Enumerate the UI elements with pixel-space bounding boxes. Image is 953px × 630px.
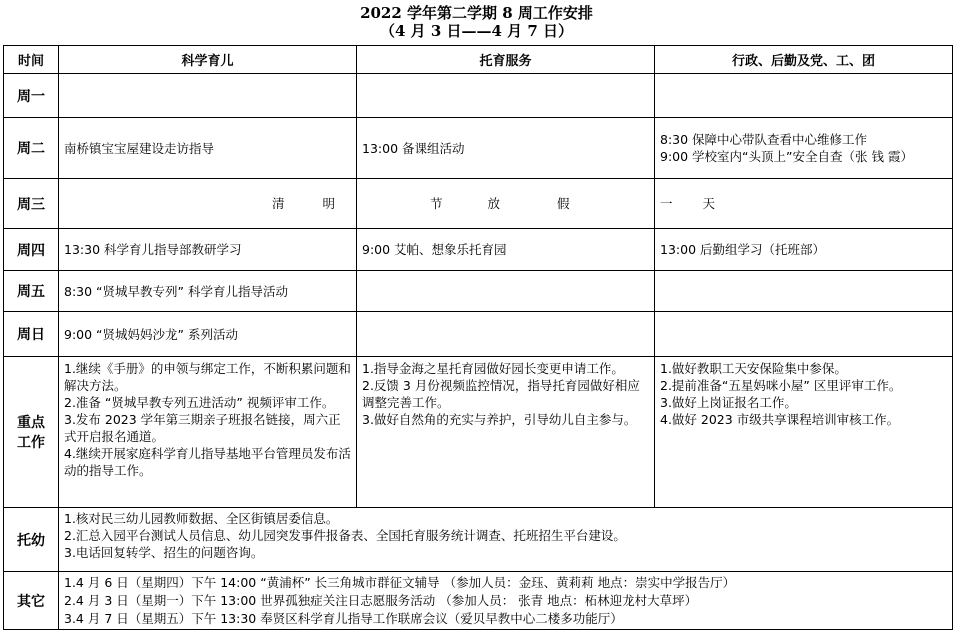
row-tuesday: [4, 118, 953, 179]
tuoyou-item: 2.汇总入园平台测试人员信息、幼儿园突发事件报备表、全国托育服务统计调查、托班招生平台建设。: [64, 528, 626, 543]
key-work-label-2: 工作: [17, 435, 45, 451]
key-childcare-item: 3.做好自然角的充实与养护，引导幼儿自主参与。: [362, 412, 637, 427]
header-time: 时间: [4, 46, 59, 74]
key-admin-item: 2.提前准备“五星妈咪小屋” 区里评审工作。: [660, 378, 902, 393]
key-science-item: 4.继续开展家庭科学育儿指导基地平台管理员发布活动的指导工作。: [64, 446, 351, 478]
cell-tuesday-science: 南桥镇宝宝屋建设走访指导: [59, 118, 357, 179]
holiday-char-7: 天: [702, 196, 716, 211]
row-monday: [4, 74, 953, 118]
holiday-char-1: 清: [272, 196, 285, 211]
day-friday: 周五: [4, 271, 59, 312]
cell-tuesday-childcare: 13:00 备课组活动: [357, 118, 655, 179]
day-other: 其它: [4, 572, 59, 630]
key-science-item: 3.发布 2023 学年第三期亲子班报名链接，周六正式开启报名通道。: [64, 412, 341, 444]
header-science: 科学育儿: [59, 46, 357, 74]
holiday-char-4: 放: [487, 196, 501, 211]
cell-monday-admin: [655, 74, 953, 118]
cell-other: [59, 572, 953, 630]
cell-wednesday-childcare: [357, 179, 655, 229]
other-item: 2.4 月 3 日（星期一）下午 13:00 世界孤独症关注日志愿服务活动 （参加人员： 张青 地点：柘林迎龙村大草坪）: [64, 593, 698, 608]
cell-key-admin: [655, 357, 953, 508]
day-monday: 周一: [4, 74, 59, 118]
cell-monday-science: [59, 74, 357, 118]
cell-tuoyou: [59, 508, 953, 572]
cell-monday-childcare: [357, 74, 655, 118]
key-childcare-item: 2.反馈 3 月份视频监控情况，指导托育园做好相应调整完善工作。: [362, 378, 640, 410]
cell-sunday-admin: [655, 312, 953, 357]
key-work-label-1: 重点: [17, 415, 45, 431]
row-wednesday: [4, 179, 953, 229]
holiday-char-2: 明: [322, 196, 335, 211]
key-admin-item: 1.做好教职工天安保险集中参保。: [660, 361, 847, 376]
tuesday-admin-line-2: 9:00 学校室内“头顶上”安全自查（张 钱 霞）: [660, 149, 913, 164]
header-childcare: 托育服务: [357, 46, 655, 74]
cell-sunday-childcare: [357, 312, 655, 357]
day-key-work: [4, 357, 59, 508]
cell-wednesday-admin: [655, 179, 953, 229]
other-item: 3.4 月 7 日（星期五）下午 13:30 奉贤区科学育儿指导工作联席会议（爱贝早教中心二楼多功能厅）: [64, 611, 623, 626]
cell-key-childcare: [357, 357, 655, 508]
cell-friday-childcare: [357, 271, 655, 312]
document-title: [0, 4, 953, 40]
tuesday-admin-line-1: 8:30 保障中心带队查看中心维修工作: [660, 132, 868, 147]
other-item: 1.4 月 6 日（星期四）下午 14:00 “黄浦杯” 长三角城市群征文辅导 （参加人员：金珏、黄莉莉 地点：崇实中学报告厅）: [64, 575, 736, 590]
tuoyou-item: 1.核对民三幼儿园教师数据、全区街镇居委信息。: [64, 511, 339, 526]
cell-friday-admin: [655, 271, 953, 312]
cell-wednesday-science: [59, 179, 357, 229]
key-admin-item: 3.做好上岗证报名工作。: [660, 395, 797, 410]
key-science-item: 2.准备 “贤城早教专列五进活动” 视频评审工作。: [64, 395, 335, 410]
day-sunday: 周日: [4, 312, 59, 357]
schedule-table: [3, 45, 953, 630]
row-sunday: [4, 312, 953, 357]
day-wednesday: 周三: [4, 179, 59, 229]
key-admin-item: 4.做好 2023 市级共享课程培训审核工作。: [660, 412, 900, 427]
cell-thursday-childcare: 9:00 艾帕、想象乐托育园: [357, 229, 655, 271]
key-science-item: 1.继续《手册》的申领与绑定工作，不断积累问题和解决方法。: [64, 361, 351, 393]
key-childcare-item: 1.指导金海之星托育园做好园长变更申请工作。: [362, 361, 624, 376]
cell-friday-science: 8:30 “贤城早教专列” 科学育儿指导活动: [59, 271, 357, 312]
header-admin: 行政、后勤及党、工、团: [655, 46, 953, 74]
row-friday: [4, 271, 953, 312]
cell-key-science: [59, 357, 357, 508]
day-tuesday: 周二: [4, 118, 59, 179]
row-tuoyou: [4, 508, 953, 572]
cell-thursday-science: 13:30 科学育儿指导部教研学习: [59, 229, 357, 271]
day-tuoyou: 托幼: [4, 508, 59, 572]
holiday-char-5: 假: [557, 196, 570, 211]
row-thursday: [4, 229, 953, 271]
tuoyou-item: 3.电话回复转学、招生的问题咨询。: [64, 545, 264, 560]
holiday-char-3: 节: [430, 196, 443, 211]
cell-thursday-admin: 13:00 后勤组学习（托班部）: [655, 229, 953, 271]
title-line-1: 2022 学年第二学期 8 周工作安排: [360, 4, 593, 22]
holiday-char-6: 一: [660, 196, 673, 211]
row-key-work: [4, 357, 953, 508]
cell-sunday-science: 9:00 “贤城妈妈沙龙” 系列活动: [59, 312, 357, 357]
header-row: [4, 46, 953, 74]
title-line-2: （4 月 3 日——4 月 7 日）: [379, 22, 574, 40]
day-thursday: 周四: [4, 229, 59, 271]
cell-tuesday-admin: [655, 118, 953, 179]
row-other: [4, 572, 953, 630]
